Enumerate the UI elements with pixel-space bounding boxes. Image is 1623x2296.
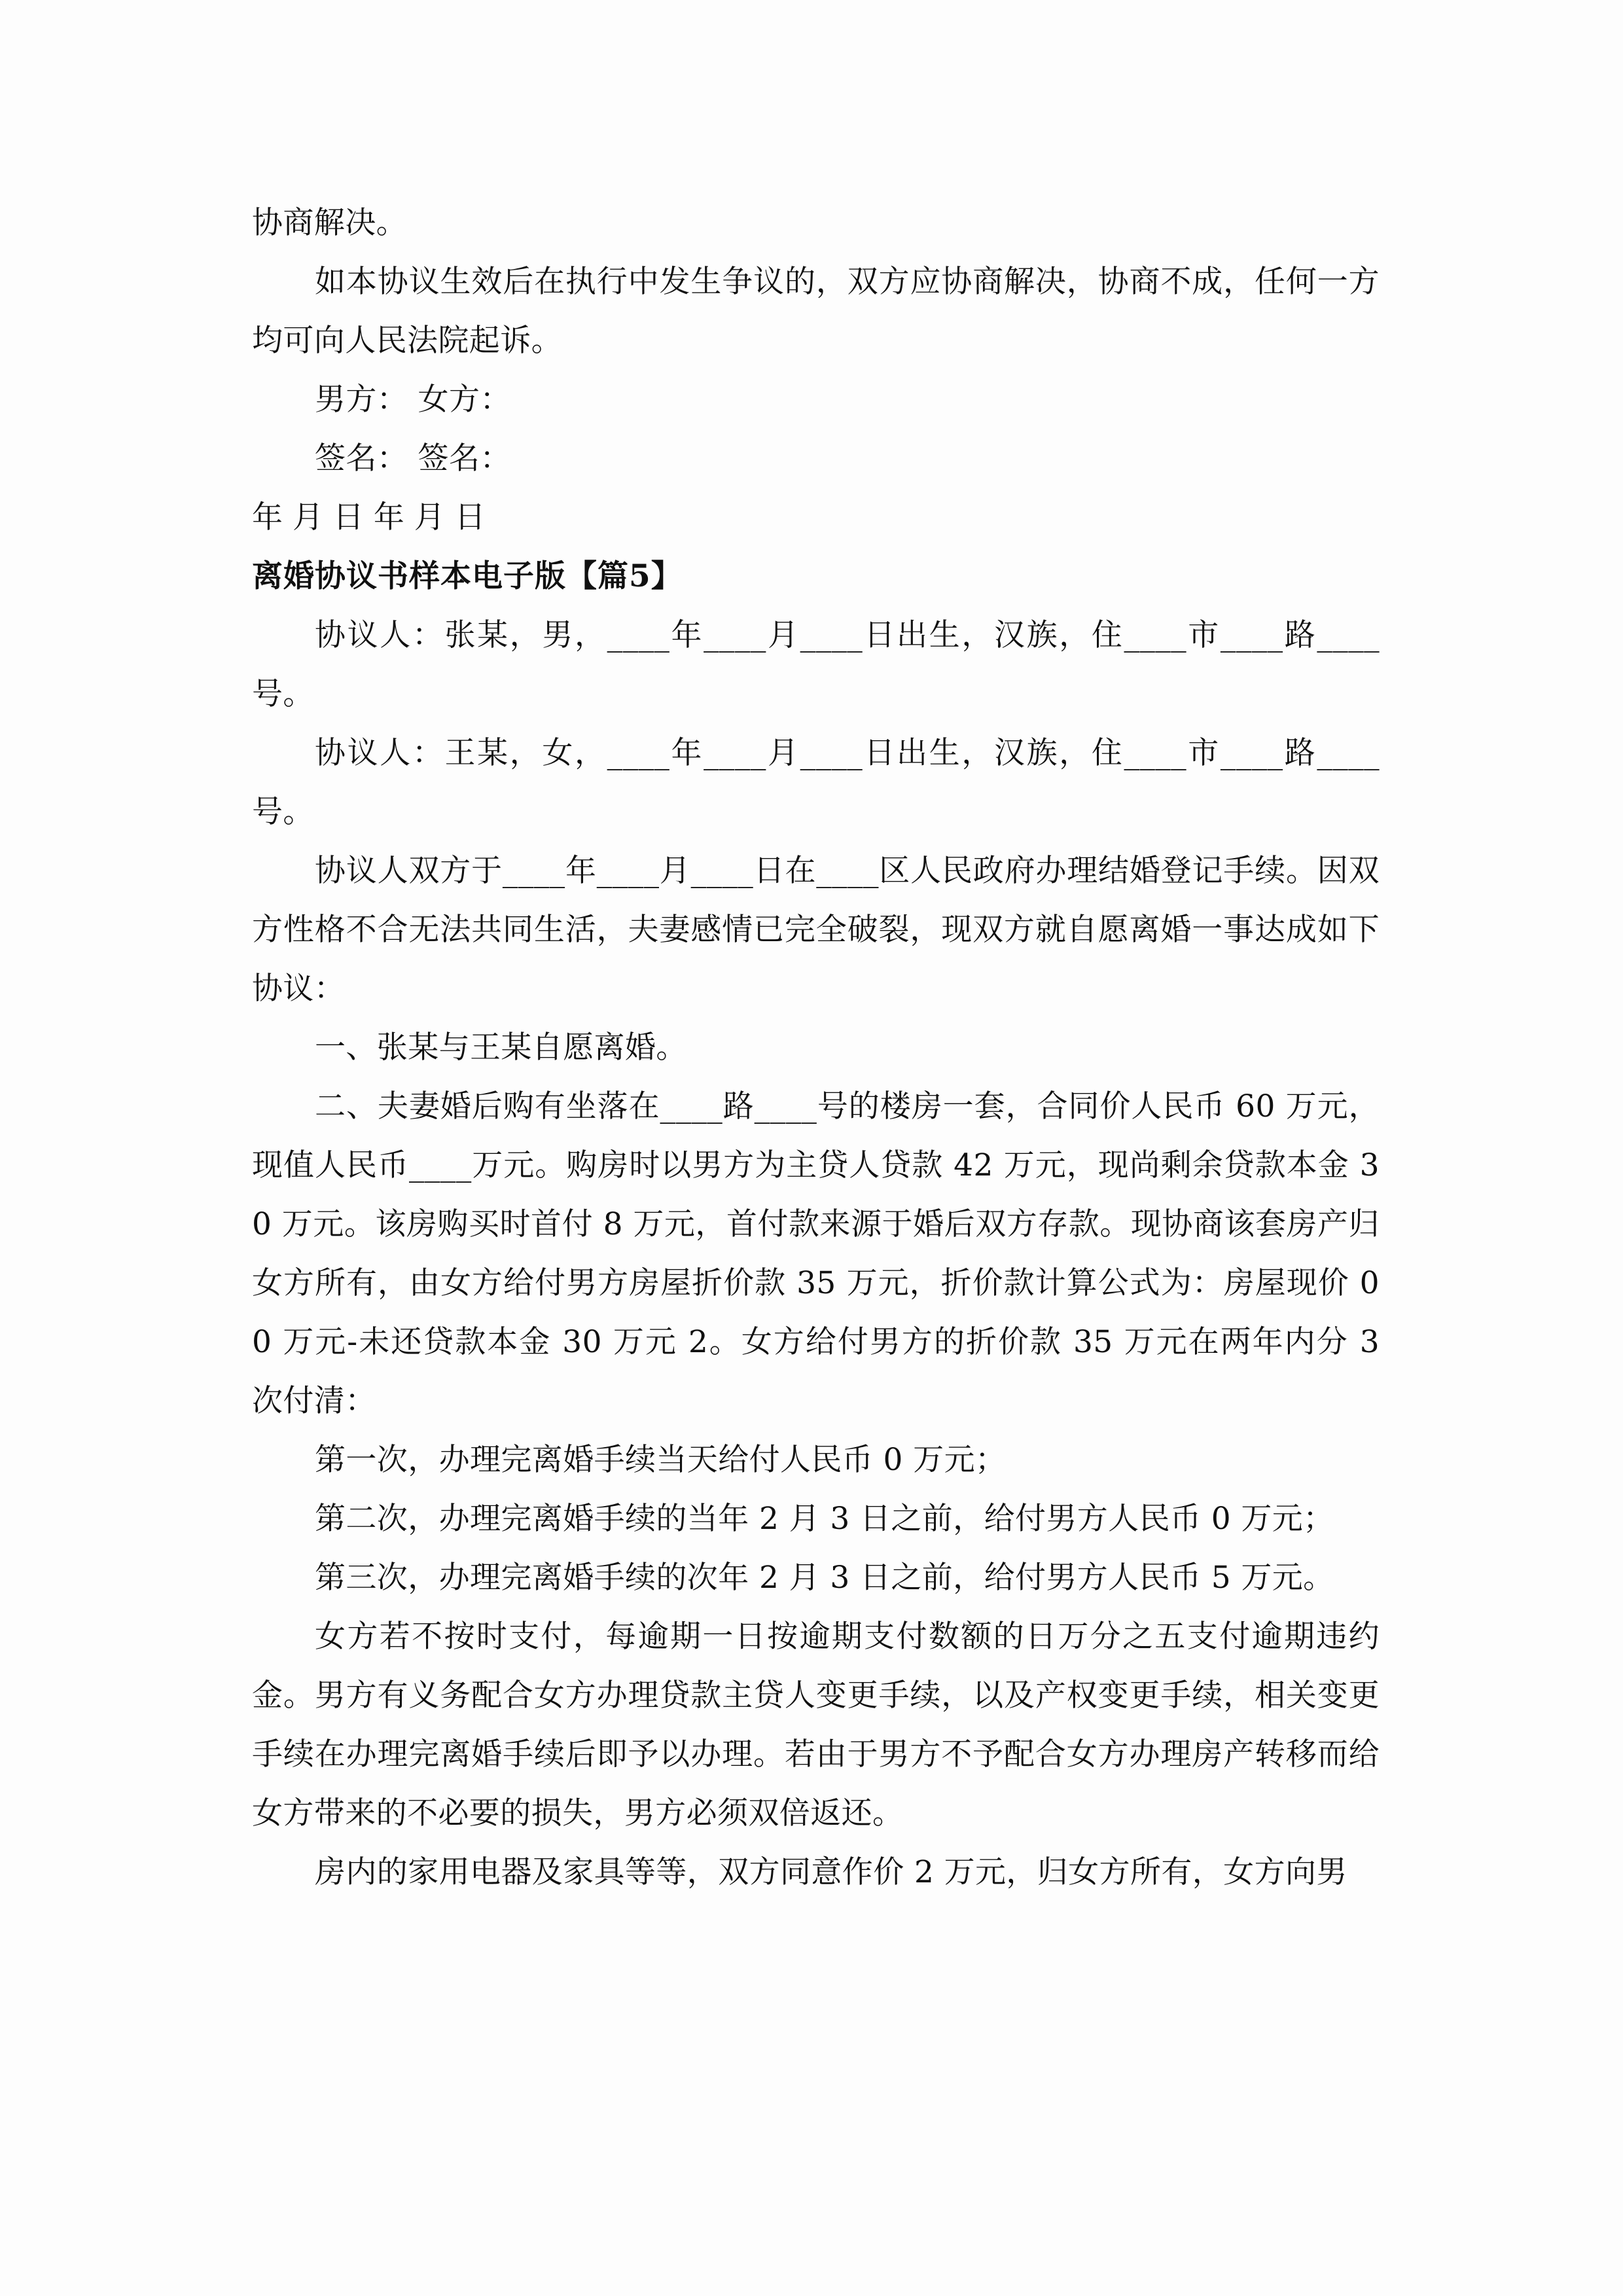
paragraph-signature-labels: 签名： 签名： xyxy=(315,440,511,476)
paragraph-clause-two-property: 二、夫妻婚后购有坐落在____路____号的楼房一套，合同价人民币 60 万元，现值人民币____万元。购房时以男方为主贷人贷款 42 万元，现尚剩余贷款本金 30 万元。该房购买时首付 8 万元，首付款来源于婚后双方存款。现协商该套房产归女方所有，由女方给付男方房屋折价款 35 万元，折价款计算公式为：房屋现价 00 万元-未还贷款本金 30 万元 2。女方给付男方的折价款 35 万元在两年内分 3 次付清： xyxy=(252,1088,1380,1419)
paragraph-continuation: 协商解决。 xyxy=(252,205,407,241)
paragraph-payment-second: 第二次，办理完离婚手续的当年 2 月 3 日之前，给付男方人民币 0 万元； xyxy=(315,1501,1334,1537)
paragraph-household-appliances: 房内的家用电器及家具等等，双方同意作价 2 万元，归女方所有，女方向男 xyxy=(315,1854,1347,1890)
paragraph-payment-third: 第三次，办理完离婚手续的次年 2 月 3 日之前，给付男方人民币 5 万元。 xyxy=(315,1560,1334,1596)
paragraph-date-labels: 年 月 日 年 月 日 xyxy=(252,499,486,535)
paragraph-marriage-registration: 协议人双方于____年____月____日在____区人民政府办理结婚登记手续。因双方性格不合无法共同生活，夫妻感情已完全破裂，现双方就自愿离婚一事达成如下协议： xyxy=(252,853,1380,1007)
paragraph-payment-first: 第一次，办理完离婚手续当天给付人民币 0 万元； xyxy=(315,1442,1007,1478)
paragraph-party-labels: 男方： 女方： xyxy=(315,382,511,418)
paragraph-late-payment-penalty: 女方若不按时支付，每逾期一日按逾期支付数额的日万分之五支付逾期违约金。男方有义务配合女方办理贷款主贷人变更手续，以及产权变更手续，相关变更手续在办理完离婚手续后即予以办理。若由于男方不予配合女方办理房产转移而给女方带来的不必要的损失，男方必须双倍返还。 xyxy=(252,1619,1380,1831)
paragraph-dispute-resolution: 如本协议生效后在执行中发生争议的，双方应协商解决，协商不成，任何一方均可向人民法院起诉。 xyxy=(252,264,1380,359)
paragraph-clause-one-voluntary-divorce: 一、张某与王某自愿离婚。 xyxy=(315,1030,687,1066)
document-text-column xyxy=(252,194,1380,1902)
paragraph-party-female-identity: 协议人：王某，女，____年____月____日出生，汉族，住____市____路____号。 xyxy=(252,735,1380,830)
paragraph-party-male-identity: 协议人：张某，男，____年____月____日出生，汉族，住____市____路____号。 xyxy=(252,617,1380,712)
section-heading-sample-5: 离婚协议书样本电子版【篇5】 xyxy=(252,558,683,594)
